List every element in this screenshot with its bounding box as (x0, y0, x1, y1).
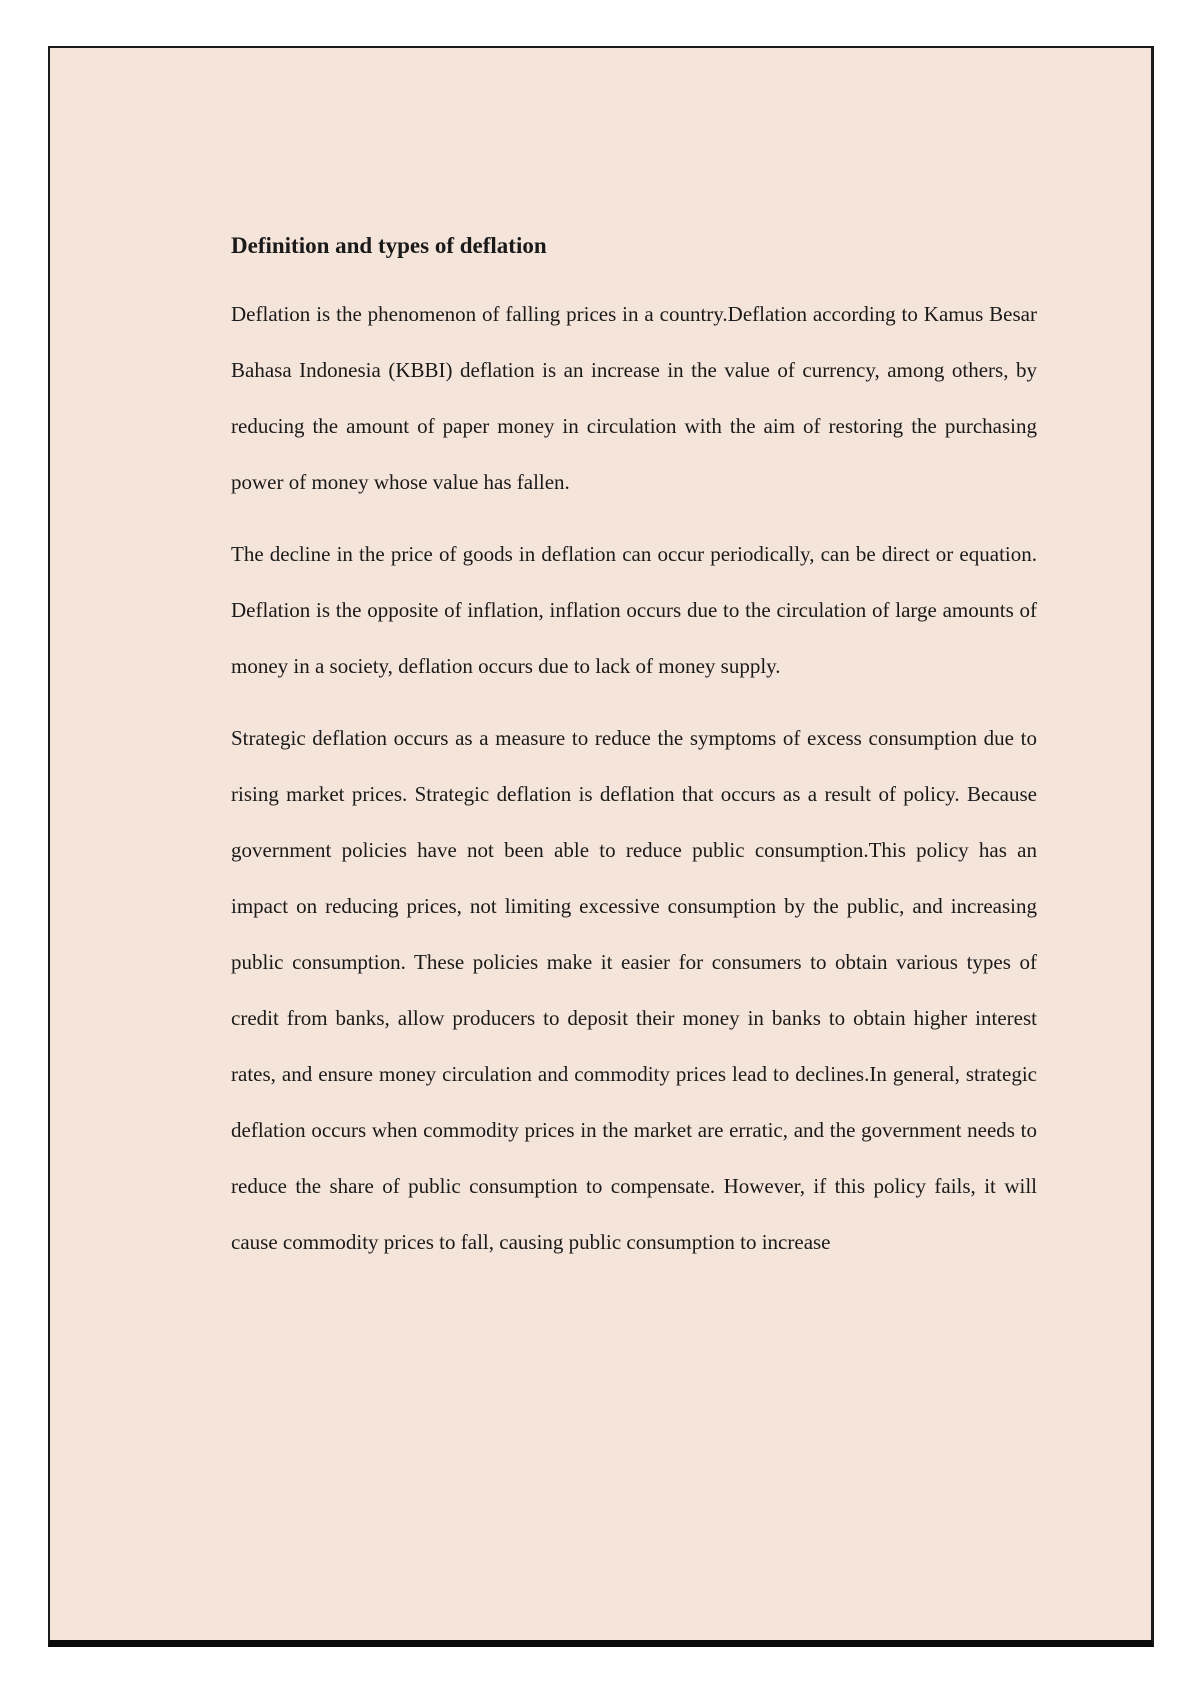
document-page (48, 46, 1154, 1647)
section-heading: Definition and types of deflation (231, 233, 547, 258)
document-body (231, 231, 1037, 1286)
paragraph-definition: Deflation is the phenomenon of falling prices in a country.Deflation according to Kamus Besar Bahasa Indonesia (KBBI) deflation is an increase in the value of currency, among others, by reducing the amount of paper money in circulation with the aim of restoring the purchasing power of money whose value has fallen. (231, 302, 1037, 494)
paragraph-strategic-deflation: Strategic deflation occurs as a measure to reduce the symptoms of excess consumption due to rising market prices. Strategic deflation is deflation that occurs as a result of policy. Because government policies have not been able to reduce public consumption.This policy has an impact on reducing prices, not limiting excessive consumption by the public, and increasing public consumption. These policies make it easier for consumers to obtain various types of credit from banks, allow producers to deposit their money in banks to obtain higher interest rates, and ensure money circulation and commodity prices lead to declines.In general, strategic deflation occurs when commodity prices in the market are erratic, and the government needs to reduce the share of public consumption to compensate. However, if this policy fails, it will cause commodity prices to fall, causing public consumption to increase (231, 726, 1037, 1254)
paragraph-decline: The decline in the price of goods in deflation can occur periodically, can be direct or equation. Deflation is the opposite of inflation, inflation occurs due to the circulation of large amounts of money in a society, deflation occurs due to lack of money supply. (231, 542, 1037, 678)
